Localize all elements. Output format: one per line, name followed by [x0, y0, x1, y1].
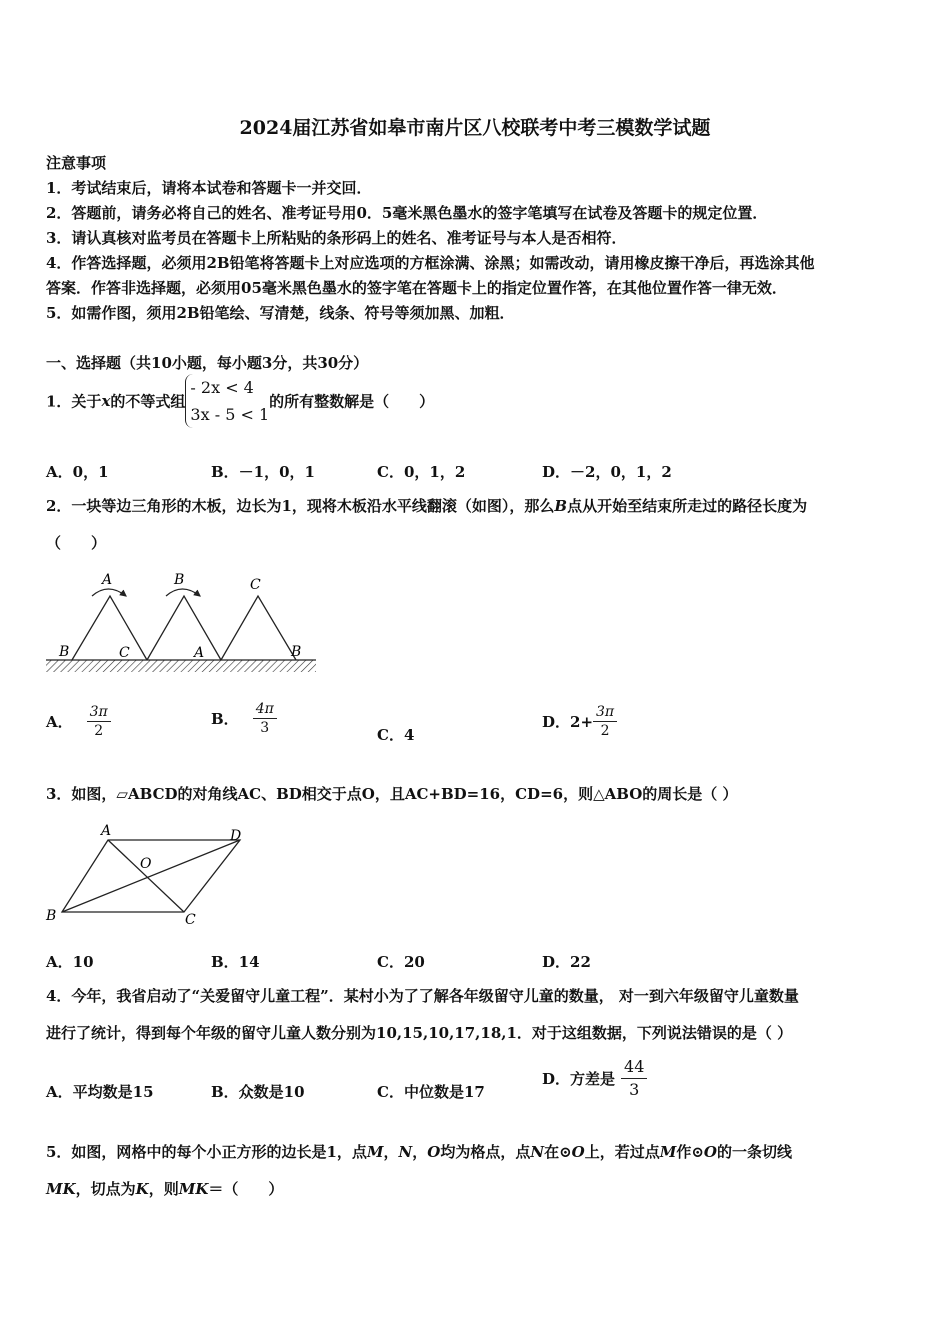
- notice-item: 4．作答选择题，必须用2B铅笔将答题卡上对应选项的方框涂满、涂黑；如需改动，请用橡皮擦干净后，再选涂其他: [46, 254, 815, 272]
- q2-option-b[interactable]: B． $\frac{4\pi}{3}$: [211, 700, 277, 737]
- triangle-1: [72, 596, 147, 660]
- q3-option-d[interactable]: D．22: [542, 953, 591, 971]
- label-b: B: [46, 908, 57, 924]
- q3-option-c[interactable]: C．20: [377, 953, 425, 971]
- q1-option-d[interactable]: D．－2，0，1，2: [542, 463, 672, 481]
- fraction: $\frac{3\pi}{2}$: [593, 703, 617, 740]
- notice-item: 5．如需作图，须用2B铅笔绘、写清楚，线条、符号等须加黑、加粗．: [46, 304, 515, 322]
- roll-arrow-1: [92, 589, 126, 596]
- label-a: A: [101, 823, 112, 839]
- question-4-line1: 4．今年，我省启动了“关爱留守儿童工程”．某村小为了了解各年级留守儿童的数量， 对一到六年级留守儿童数量: [46, 987, 799, 1005]
- question-4-line2: 进行了统计，得到每个年级的留守儿童人数分别为10,15,10,17,18,1．对于这组数据，下列说法错误的是（ ）: [46, 1024, 793, 1042]
- label-b-end: B: [291, 644, 302, 660]
- q1-option-b[interactable]: B．－1，0，1: [211, 463, 315, 481]
- label-d: D: [230, 828, 242, 844]
- q2-option-d[interactable]: D．2+ $\frac{3\pi}{2}$: [542, 703, 617, 740]
- q4-option-b[interactable]: B．众数是10: [211, 1083, 305, 1101]
- diagonal-ac: [108, 840, 184, 912]
- inequality-system: - 2x < 4 3x - 5 < 1: [185, 374, 269, 428]
- notice-item: 答案．作答非选择题，必须用05毫米黑色墨水的签字笔在答题卡上的指定位置作答，在其他位置作答一律无效．: [46, 279, 787, 297]
- rolling-triangle-figure: [44, 568, 319, 678]
- question-3: 3．如图，▱ABCD的对角线AC、BD相交于点O，且AC+BD=16，CD=6，则△ABO的周长是（ ）: [46, 785, 738, 803]
- notice-item: 3．请认真核对监考员在答题卡上所粘贴的条形码上的姓名、准考证号与本人是否相符．: [46, 229, 627, 247]
- label-a-bottom: A: [194, 645, 205, 661]
- q3-option-b[interactable]: B．14: [211, 953, 260, 971]
- label-c: C: [185, 912, 196, 928]
- question-5-line2: MK，切点为K，则MK＝（ ）: [46, 1180, 284, 1198]
- label-b-bottom: B: [59, 644, 70, 660]
- question-2-paren: （ ）: [46, 534, 107, 552]
- question-5-line1: 5．如图，网格中的每个小正方形的边长是1，点M，N，O均为格点，点N在⊙O上，若过点M作⊙O的一条切线: [46, 1143, 793, 1161]
- q4-option-a[interactable]: A．平均数是15: [46, 1083, 154, 1101]
- q1-option-a[interactable]: A．0，1: [46, 463, 109, 481]
- parallelogram-figure: [44, 820, 254, 928]
- q4-option-d[interactable]: D．方差是 $\frac{44}{3}$: [542, 1056, 647, 1101]
- notice-item: 1．考试结束后，请将本试卷和答题卡一并交回．: [46, 179, 372, 197]
- q2-option-c[interactable]: C．4: [377, 726, 415, 744]
- page-title: 2024届江苏省如皋市南片区八校联考中考三模数学试题: [239, 117, 711, 139]
- label-a-top: A: [102, 572, 113, 588]
- label-c-bottom: C: [119, 645, 130, 661]
- triangle-3: [221, 596, 296, 660]
- fraction: $\frac{4\pi}{3}$: [253, 700, 277, 737]
- q3-option-a[interactable]: A．10: [46, 953, 94, 971]
- q2-option-a[interactable]: A． $\frac{3\pi}{2}$: [46, 703, 111, 740]
- fraction: $\frac{3\pi}{2}$: [87, 703, 111, 740]
- fraction: $\frac{44}{3}$: [621, 1056, 647, 1101]
- question-1: 1．关于x的不等式组 - 2x < 4 3x - 5 < 1 的所有整数解是（ ）: [46, 374, 434, 428]
- label-o: O: [140, 856, 152, 872]
- q1-option-c[interactable]: C．0，1，2: [377, 463, 466, 481]
- label-b-top: B: [174, 572, 185, 588]
- question-2: 2．一块等边三角形的木板，边长为1，现将木板沿水平线翻滚（如图），那么B点从开始至结束所走过的路径长度为: [46, 497, 808, 515]
- label-c-top: C: [250, 577, 261, 593]
- notice-heading: 注意事项: [46, 154, 107, 172]
- triangle-2: [147, 596, 221, 660]
- q4-option-c[interactable]: C．中位数是17: [377, 1083, 485, 1101]
- diagonal-bd: [62, 840, 240, 912]
- notice-item: 2．答题前，请务必将自己的姓名、准考证号用0．5毫米黑色墨水的签字笔填写在试卷及答题卡的规定位置．: [46, 204, 768, 222]
- roll-arrow-2: [166, 589, 200, 596]
- ground-hatch: [46, 660, 316, 672]
- section-heading: 一、选择题（共10小题，每小题3分，共30分）: [46, 354, 369, 372]
